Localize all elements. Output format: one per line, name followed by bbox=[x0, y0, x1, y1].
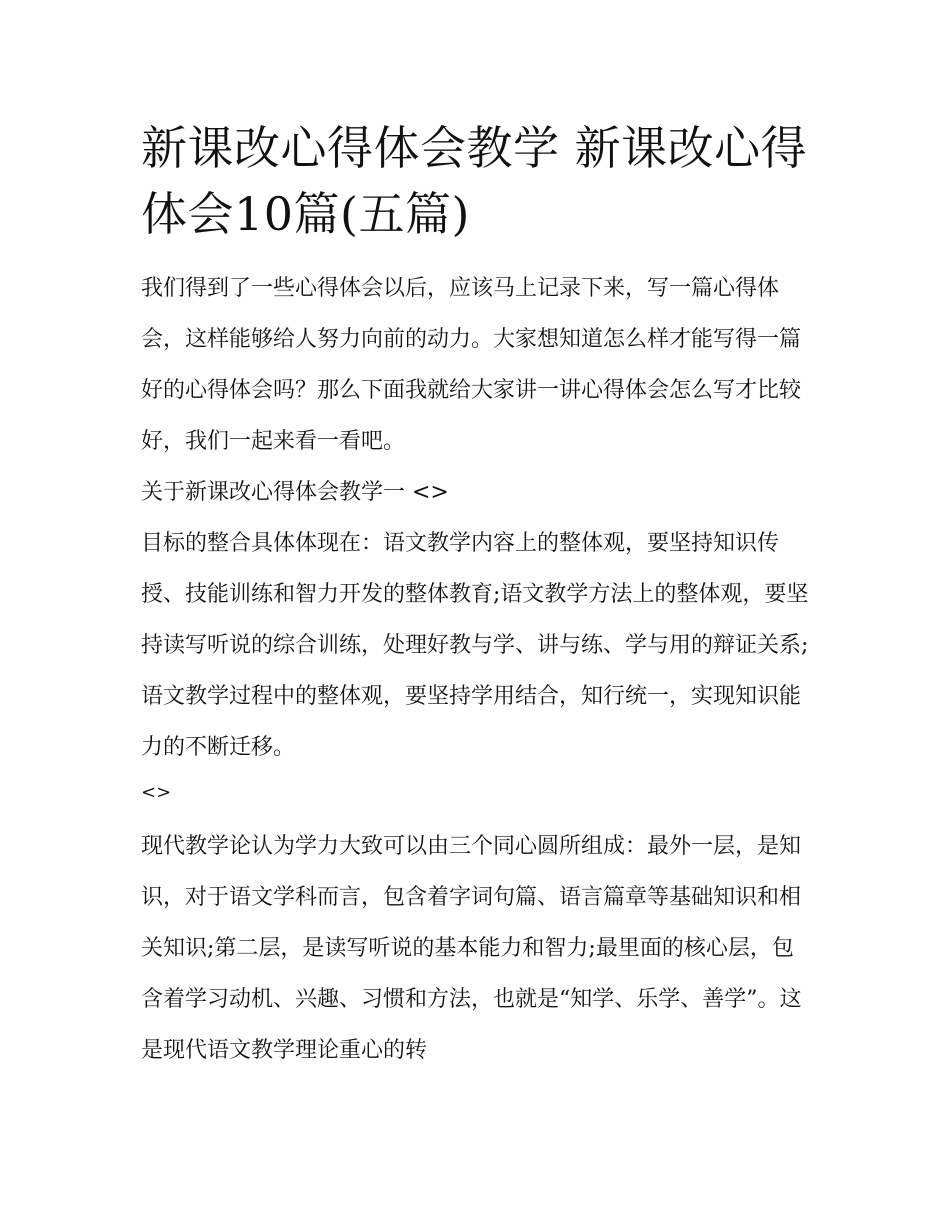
intro-paragraph: 我们得到了一些心得体会以后，应该马上记录下来，写一篇心得体会，这样能够给人努力向前的动力。大家想知道怎么样才能写得一篇好的心得体会吗？那么下面我就给大家讲一讲心得体会怎么写才比较好，我们一起来看一看吧。 bbox=[141, 276, 802, 454]
body-paragraph: 目标的整合具体体现在：语文教学内容上的整体观，要坚持知识传授、技能训练和智力开发的整体教育;语文教学方法上的整体观，要坚持读写听说的综合训练，处理好教与学、讲与练、学与用的辩证关系;语文教学过程中的整体观，要坚持学用结合，知行统一，实现知识能力的不断迁移。 bbox=[141, 531, 809, 760]
document-title: 新课改心得体会教学 新课改心得体会10篇(五篇) bbox=[141, 121, 808, 241]
section-heading: 关于新课改心得体会教学一 <> bbox=[141, 480, 449, 505]
separator-marker: <> bbox=[141, 782, 172, 803]
body-paragraph: 现代教学论认为学力大致可以由三个同心圆所组成：最外一层，是知识，对于语文学科而言，包含着字词句篇、语言篇章等基础知识和相关知识;第二层，是读写听说的基本能力和智力;最里面的核心层，包含着学习动机、兴趣、习惯和方法，也就是“知学、乐学、善学”。这是现代语文教学理论重心的转 bbox=[141, 834, 802, 1063]
document-body bbox=[141, 115, 813, 1076]
